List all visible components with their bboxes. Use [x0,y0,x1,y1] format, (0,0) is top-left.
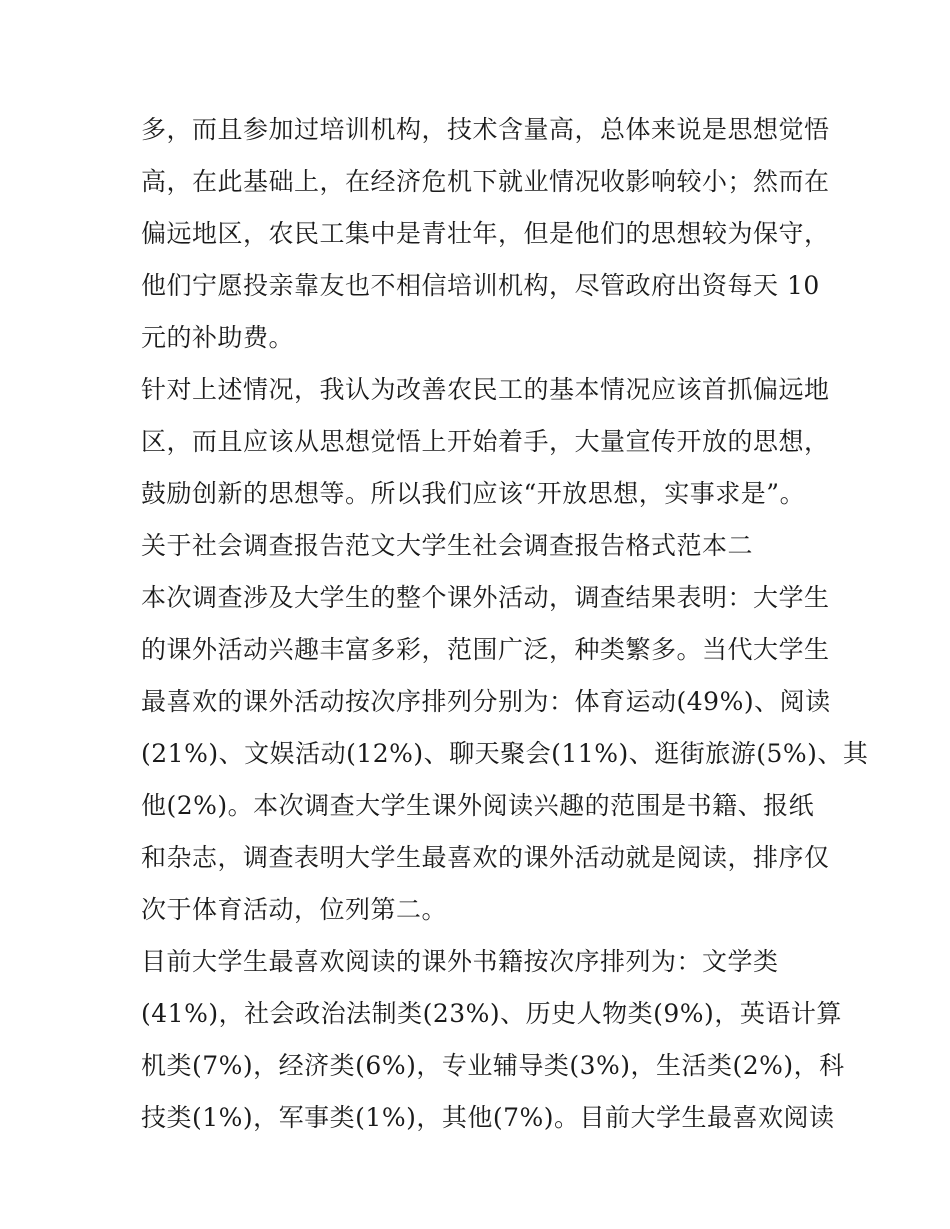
paragraph-3 [141,572,869,936]
text-line: 区，而且应该从思想觉悟上开始着手，大量宣传开放的思想， [141,427,830,456]
paragraph-2 [141,364,830,520]
text-line: 次于体育活动，位列第二。 [141,895,448,924]
text-line: 他(2%)。本次调查大学生课外阅读兴趣的范围是书籍、报纸 [141,791,815,820]
text-line: 针对上述情况，我认为改善农民工的基本情况应该首抓偏远地 [141,375,830,404]
text-line: 技类(1%)，军事类(1%)，其他(7%)。目前大学生最喜欢阅读 [141,1103,835,1132]
text-line: 的课外活动兴趣丰富多彩，范围广泛，种类繁多。当代大学生 [141,635,830,664]
text-line: 和杂志，调查表明大学生最喜欢的课外活动就是阅读，排序仅 [141,843,830,872]
document-body [141,104,869,1144]
text-line: 多，而且参加过培训机构，技术含量高，总体来说是思想觉悟 [141,115,830,144]
text-line: 机类(7%)，经济类(6%)，专业辅导类(3%)，生活类(2%)，科 [141,1051,845,1080]
text-line: 目前大学生最喜欢阅读的课外书籍按次序排列为：文学类 [141,947,779,976]
text-line: 元的补助费。 [141,323,295,352]
text-line: 他们宁愿投亲靠友也不相信培训机构，尽管政府出资每天 10 [141,271,820,300]
paragraph-4 [141,936,845,1144]
text-line: 偏远地区，农民工集中是青壮年，但是他们的思想较为保守， [141,219,830,248]
paragraph-1 [141,104,830,364]
text-line: 高，在此基础上，在经济危机下就业情况收影响较小；然而在 [141,167,830,196]
text-line: 本次调查涉及大学生的整个课外活动，调查结果表明：大学生 [141,583,830,612]
text-line: (21%)、文娱活动(12%)、聊天聚会(11%)、逛街旅游(5%)、其 [141,739,869,768]
text-line: (41%)，社会政治法制类(23%)、历史人物类(9%)，英语计算 [141,999,842,1028]
text-line: 鼓励创新的思想等。所以我们应该“开放思想，实事求是”。 [141,479,806,508]
section-heading [141,520,821,572]
heading-text: 关于社会调查报告范文大学生社会调查报告格式范本二 [141,531,754,560]
text-line: 最喜欢的课外活动按次序排列分别为：体育运动(49%)、阅读 [141,687,831,716]
